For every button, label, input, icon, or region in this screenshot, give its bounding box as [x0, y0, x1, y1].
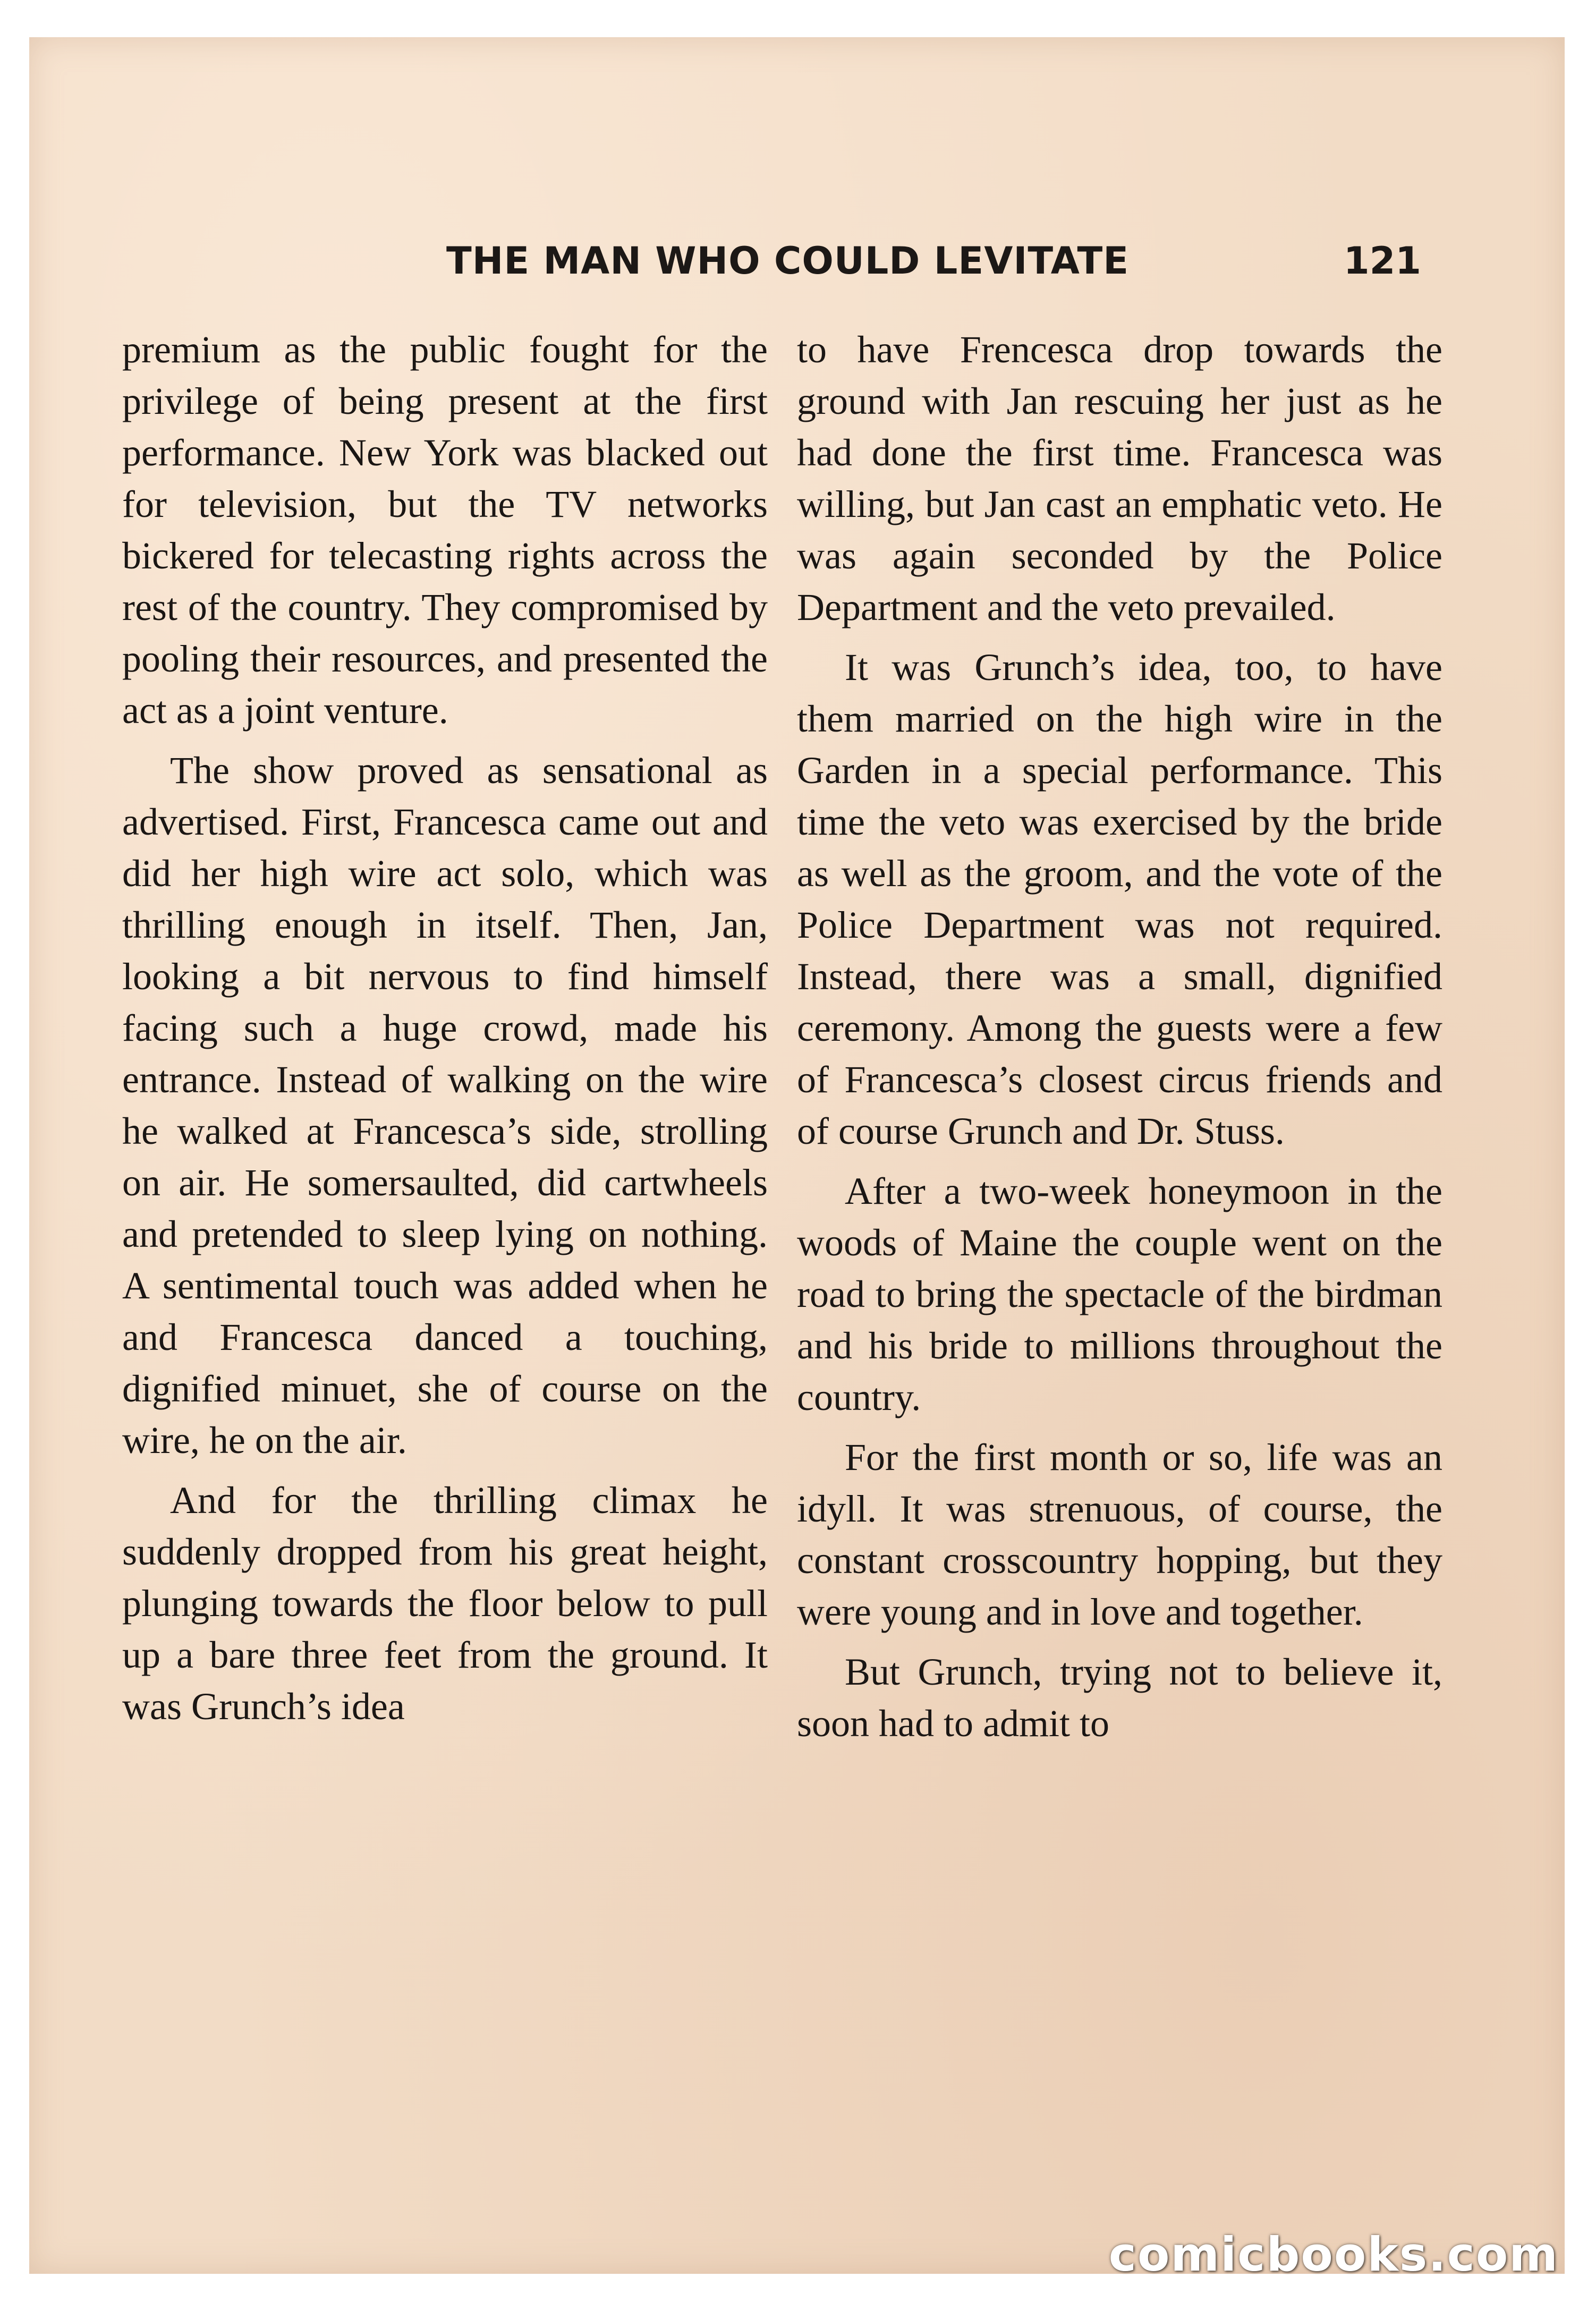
right-column — [797, 324, 1442, 1758]
running-title: THE MAN WHO COULD LEVITATE — [446, 239, 1130, 283]
paragraph: After a two-week honeymoon in the woods of Maine the couple went on the road to bring the spectacle of the birdman and his bride to millions throughout the country. — [797, 1170, 1442, 1418]
paragraph: But Grunch, trying not to believe it, soon had to admit to — [797, 1651, 1442, 1745]
paragraph: And for the thrilling climax he suddenly dropped from his great height, plunging towards the floor below to pull up a bare three feet from the ground. It was Grunch’s idea — [122, 1479, 768, 1728]
paragraph: to have Frencesca drop towards the ground with Jan rescuing her just as he had done the first time. Francesca was willing, but Jan cast an emphatic veto. He was again seconded by the Police Department and the veto prevailed. — [797, 328, 1442, 628]
paragraph: For the first month or so, life was an idyll. It was strenuous, of course, the constant crosscountry hopping, but they were young and in love and together. — [797, 1436, 1442, 1633]
page-number: 121 — [1343, 239, 1421, 283]
paragraph: It was Grunch’s idea, too, to have them married on the high wire in the Garden in a special performance. This time the veto was exercised by the bride as well as the groom, and the vote of the Police Department was not required. Instead, there was a small, dignified ceremony. Among the guests were a few of Francesca’s closest circus friends and of course Grunch and Dr. Stuss. — [797, 646, 1442, 1152]
left-column — [122, 324, 768, 1741]
book-page — [29, 37, 1565, 2274]
watermark: comicbooks.com — [1108, 2227, 1559, 2282]
page-header — [422, 239, 1565, 308]
paragraph: The show proved as sensational as advertised. First, Francesca came out and did her high wire act solo, which was thrilling enough in itself. Then, Jan, looking a bit nervous to find himself facing such a huge crowd, made his entrance. Instead of walking on the wire he walked at Francesca’s side, strolling on air. He somersaulted, did cartwheels and pretended to sleep lying on nothing. A sentimental touch was added when he and Francesca danced a touching, dignified minuet, she of course on the wire, he on the air. — [122, 749, 768, 1462]
paragraph: premium as the public fought for the privilege of being present at the first performance. New York was blacked out for television, but the TV networks bickered for telecasting rights across the rest of the country. They compromised by pooling their resources, and presented the act as a joint venture. — [122, 328, 768, 732]
